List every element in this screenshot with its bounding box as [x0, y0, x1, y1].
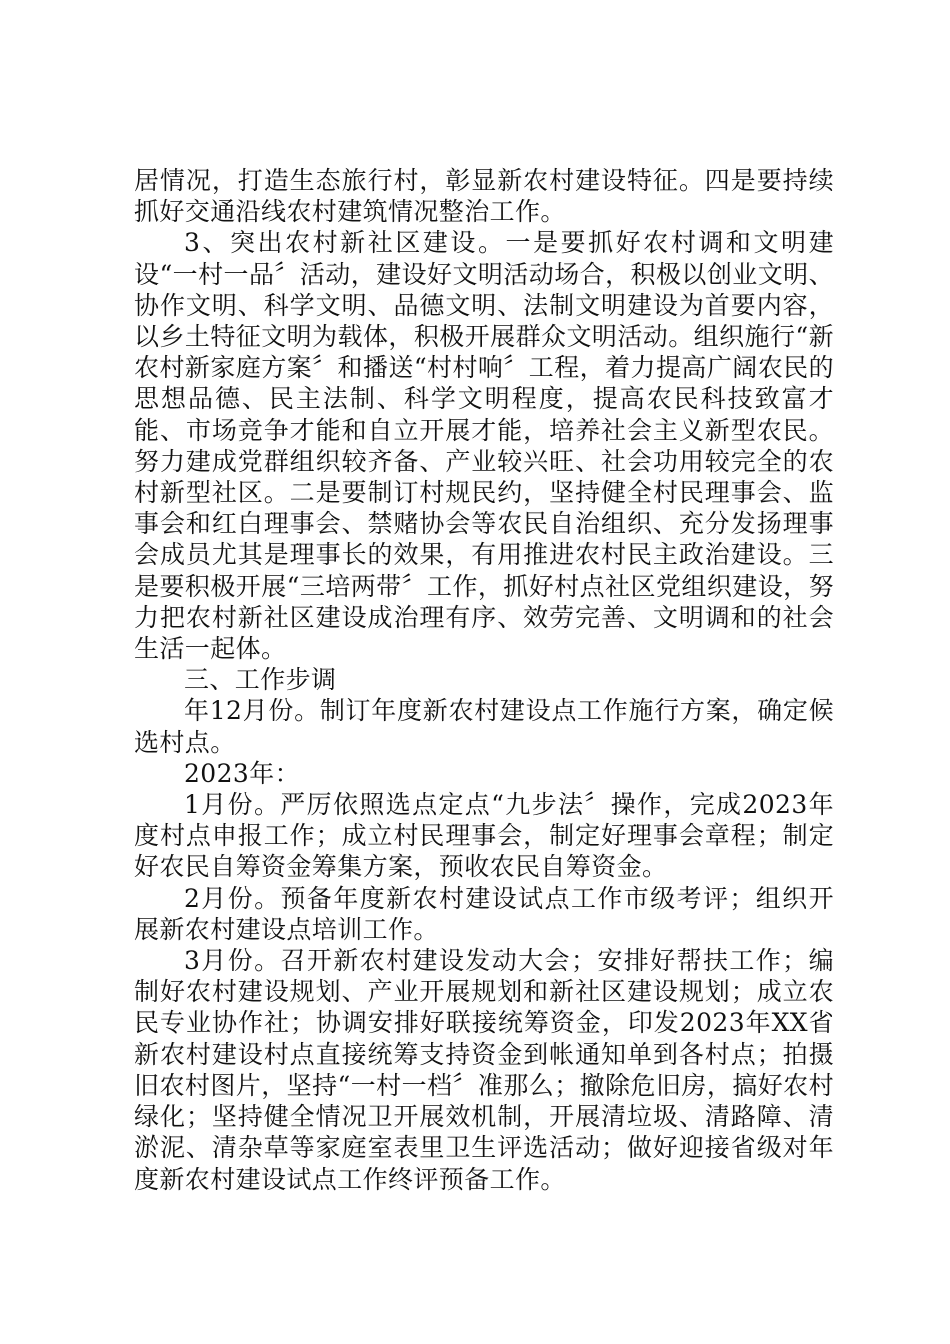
paragraph-2: 3、突出农村新社区建设。一是要抓好农村调和文明建设“一村一品〞活动，建设好文明活动场合，积极以创业文明、协作文明、科学文明、品德文明、法制文明建设为首要内容，以乡土特征文明为载体，积极开展群众文明活动。组织施行“新农村新家庭方案〞和播送“村村响〞工程，着力提高广阔农民的思想品德、民主法制、科学文明程度，提高农民科技致富才能、市场竞争才能和自立开展才能，培养社会主义新型农民。努力建成党群组织较齐备、产业较兴旺、社会功用较完全的农村新型社区。二是要制订村规民约，坚持健全村民理事会、监事会和红白理事会、禁赌协会等农民自治组织、充分发扬理事会成员尤其是理事长的效果，有用推进农村民主政治建设。三是要积极开展“三培两带〞工作，抓好村点社区党组织建设，努力把农村新社区建设成治理有序、效劳完善、文明调和的社会生活一起体。	[134, 228, 834, 664]
paragraph-7: 2月份。预备年度新农村建设试点工作市级考评；组织开展新农村建设点培训工作。	[134, 883, 834, 944]
paragraph-4: 年12月份。制订年度新农村建设点工作施行方案，确定候选村点。	[134, 696, 834, 757]
document-body	[134, 165, 834, 1195]
paragraph-8: 3月份。召开新农村建设发动大会；安排好帮扶工作；编制好农村建设规划、产业开展规划和新社区建设规划；成立农民专业协作社；协调安排好联接统筹资金，印发2023年XX省新农村建设村点直接统筹支持资金到帐通知单到各村点；拍摄旧农村图片，坚持“一村一档〞准那么；撤除危旧房，搞好农村绿化；坚持健全情况卫开展效机制，开展清垃圾、清路障、清淤泥、清杂草等家庭室表里卫生评选活动；做好迎接省级对年度新农村建设试点工作终评预备工作。	[134, 946, 834, 1194]
section-heading: 三、工作步调	[184, 665, 337, 695]
paragraph-1: 居情况，打造生态旅行村，彰显新农村建设特征。四是要持续抓好交通沿线农村建筑情况整治工作。	[134, 166, 834, 227]
paragraph-6: 1月份。严厉依照选点定点“九步法〞操作，完成2023年度村点申报工作；成立村民理事会，制定好理事会章程；制定好农民自筹资金筹集方案，预收农民自筹资金。	[134, 790, 834, 882]
year-heading: 2023年：	[184, 758, 301, 788]
